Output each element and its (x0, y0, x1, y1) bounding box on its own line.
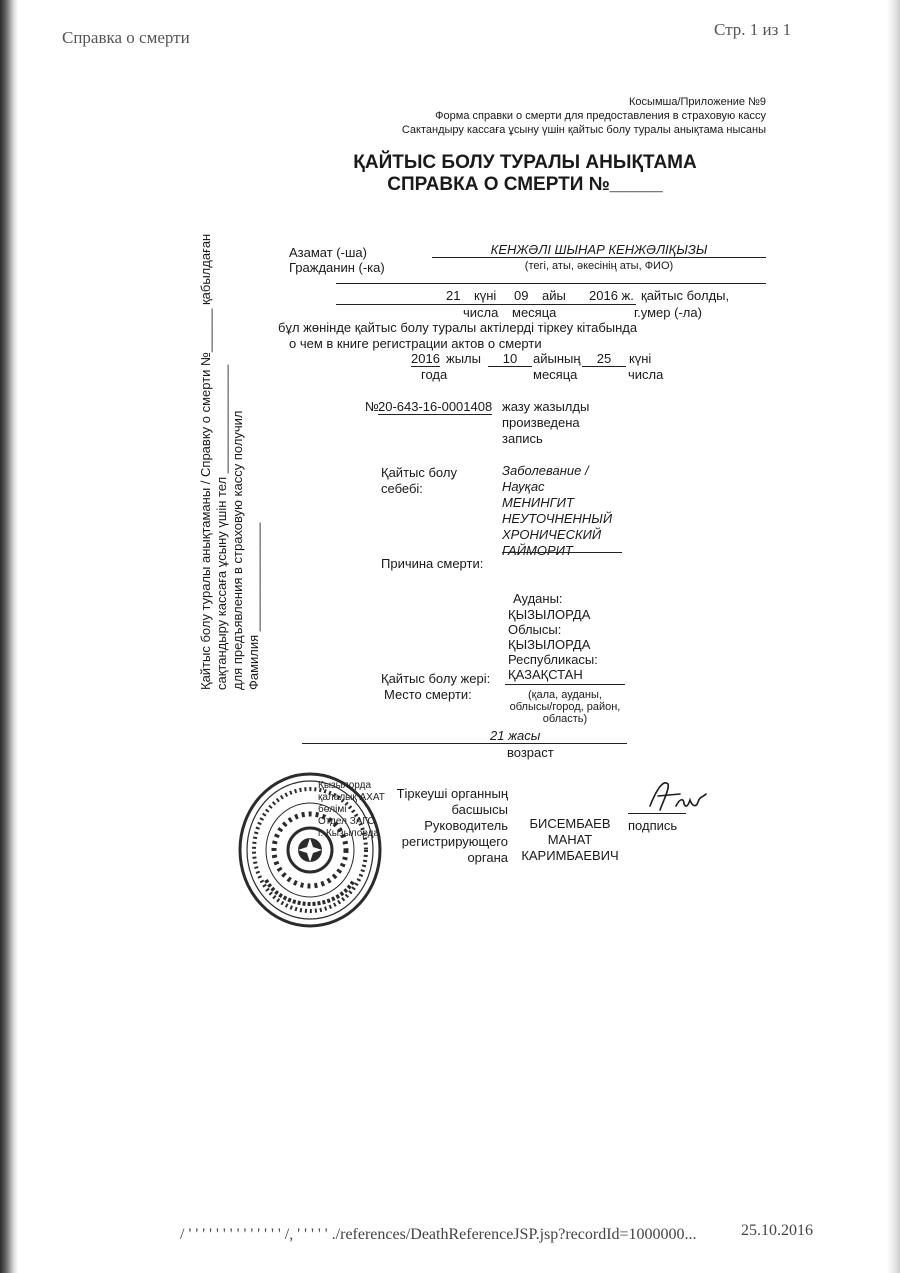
cause-underline (502, 552, 622, 553)
cause-line-3: МЕНИНГИТ (502, 495, 574, 510)
scan-edge-right (886, 0, 900, 1273)
stamp-text-line-2: қалалық АХАТ (318, 792, 385, 803)
registry-year: 2016 (411, 351, 440, 366)
registrar-name-1: БИСЕМБАЕВ (529, 816, 611, 831)
citizen-label-kz: Азамат (-ша) (289, 245, 367, 260)
cause-label-kz1: Қайтыс болу (381, 465, 457, 480)
registrar-label-ru2: регистрирующего (401, 834, 508, 849)
citizen-name-hint: (тегі, аты, әкесінің аты, ФИО) (524, 260, 674, 272)
appendix-form-kz: Сактандыру кассаға ұсыну үшін қайтыс болу туралы анықтама нысаны (401, 124, 766, 136)
death-month-ru: месяца (512, 305, 557, 320)
place-label-kz: Қайтыс болу жері: (381, 671, 491, 686)
death-died-ru: г.умер (-ла) (634, 305, 702, 320)
place-hint-1: (қала, ауданы, (528, 689, 602, 701)
death-day: 21 (446, 288, 461, 303)
record-suffix-kz: жазу жазылды (502, 399, 590, 414)
footer-date: 25.10.2016 (741, 1222, 813, 1239)
registry-day-kz: күні (629, 351, 652, 366)
age-value: 21 жасы (490, 728, 541, 743)
citizen-label-ru: Гражданин (-ка) (289, 260, 385, 275)
place-hint-3: область) (542, 713, 588, 725)
header-title: Справка о смерти (62, 28, 190, 47)
registry-year-ru: года (421, 367, 448, 382)
side-strip-line-4: Фамилия _______________ (246, 522, 261, 690)
side-strip-line-2: сақтандыру кассаға ұсыну үшін тел _______________ (214, 364, 229, 690)
stamp-text (318, 780, 385, 840)
cause-line-1: Заболевание / (502, 463, 589, 478)
death-died-kz: қайтыс болды, (641, 288, 730, 303)
age-label: возраст (507, 745, 554, 760)
appendix-number: Косымша/Приложение №9 (629, 96, 766, 108)
blank-line (336, 283, 766, 284)
place-line-2: ҚЫЗЫЛОРДА (508, 607, 591, 622)
registrar-name-3: КАРИМБАЕВИЧ (521, 848, 619, 863)
age-underline (302, 743, 627, 744)
cause-label-ru: Причина смерти: (381, 556, 484, 571)
registry-month-ru: месяца (533, 367, 578, 382)
place-line-1: Ауданы: (513, 591, 563, 606)
stamp-text-line-5: г. Кызылорда (318, 828, 380, 839)
registry-month-kz: айының (533, 351, 581, 366)
cause-line-2: Науқас (502, 479, 545, 494)
place-line-4: ҚЫЗЫЛОРДА (508, 637, 591, 652)
side-strip-line-1: Қайтыс болу туралы анықтаманы / Справку о смерти №______ қабылдаған (198, 233, 213, 690)
place-label-ru: Место смерти: (384, 687, 472, 702)
signature-label: подпись (628, 818, 678, 833)
registry-line-ru: о чем в книге регистрации актов о смерти (289, 336, 542, 351)
registrar-name-2: МАНАТ (547, 832, 593, 847)
scan-edge-left (0, 0, 18, 1273)
registry-line-kz: бұл жөнінде қайтыс болу туралы актілерді тіркеу кітабында (278, 320, 638, 335)
registry-day: 25 (582, 351, 626, 367)
side-strip-line-3: для предъявления в страховую кассу получил (230, 410, 245, 690)
cause-line-6: ГАЙМОРИТ (502, 543, 573, 558)
handwritten-signature (640, 776, 720, 816)
death-day-kz: күні (474, 288, 497, 303)
cause-label-kz2: себебі: (381, 481, 423, 496)
stamp-text-line-4: Отдел ЗАГС (318, 816, 375, 827)
citizen-name-line (432, 257, 766, 258)
registry-year-kz: жылы (446, 351, 481, 366)
death-year: 2016 ж. (589, 288, 634, 303)
footer-url: / ' ' ' ' ' ' ' ' ' ' ' ' ' ' /, ' ' ' ' ' ./references/DeathReferenceJSP.jsp?recordId=1000000... (180, 1226, 697, 1243)
stamp-text-line-3: бөлімі (318, 804, 347, 815)
record-number: 20-643-16-0001408 (378, 399, 493, 414)
record-prefix: № (365, 399, 379, 414)
place-line-3: Облысы: (508, 622, 562, 637)
registrar-label-ru3: органа (467, 850, 508, 865)
cause-line-5: ХРОНИЧЕСКИЙ (502, 527, 602, 542)
place-underline (505, 684, 625, 685)
registrar-label-ru1: Руководитель (424, 818, 508, 833)
place-line-6: ҚАЗАҚСТАН (508, 667, 583, 682)
registry-day-ru: числа (628, 367, 664, 382)
registrar-label-kz2: басшысы (451, 802, 508, 817)
record-suffix-ru2: запись (502, 431, 543, 446)
registrar-label-kz1: Тіркеуші органның (396, 786, 508, 801)
header-page-number: Стр. 1 из 1 (714, 20, 792, 39)
death-day-ru: числа (463, 305, 499, 320)
title-kz: ҚАЙТЫС БОЛУ ТУРАЛЫ АНЫҚТАМА (353, 152, 697, 173)
title-ru: СПРАВКА О СМЕРТИ №_____ (387, 174, 663, 195)
stamp-text-line-1: Қызылорда (318, 780, 372, 791)
place-hint-2: облысы/город, район, (509, 701, 621, 713)
place-line-5: Республикасы: (508, 652, 598, 667)
death-month: 09 (514, 288, 529, 303)
cause-line-4: НЕУТОЧНЕННЫЙ (502, 511, 613, 526)
record-suffix-ru1: произведена (502, 415, 580, 430)
death-month-kz: айы (542, 288, 566, 303)
appendix-form-ru: Форма справки о смерти для предоставления в страховую кассу (435, 110, 766, 122)
citizen-name: КЕНЖӘЛІ ШЫНАР КЕНЖӘЛІҚЫЗЫ (490, 242, 708, 257)
registry-month: 10 (488, 351, 532, 367)
